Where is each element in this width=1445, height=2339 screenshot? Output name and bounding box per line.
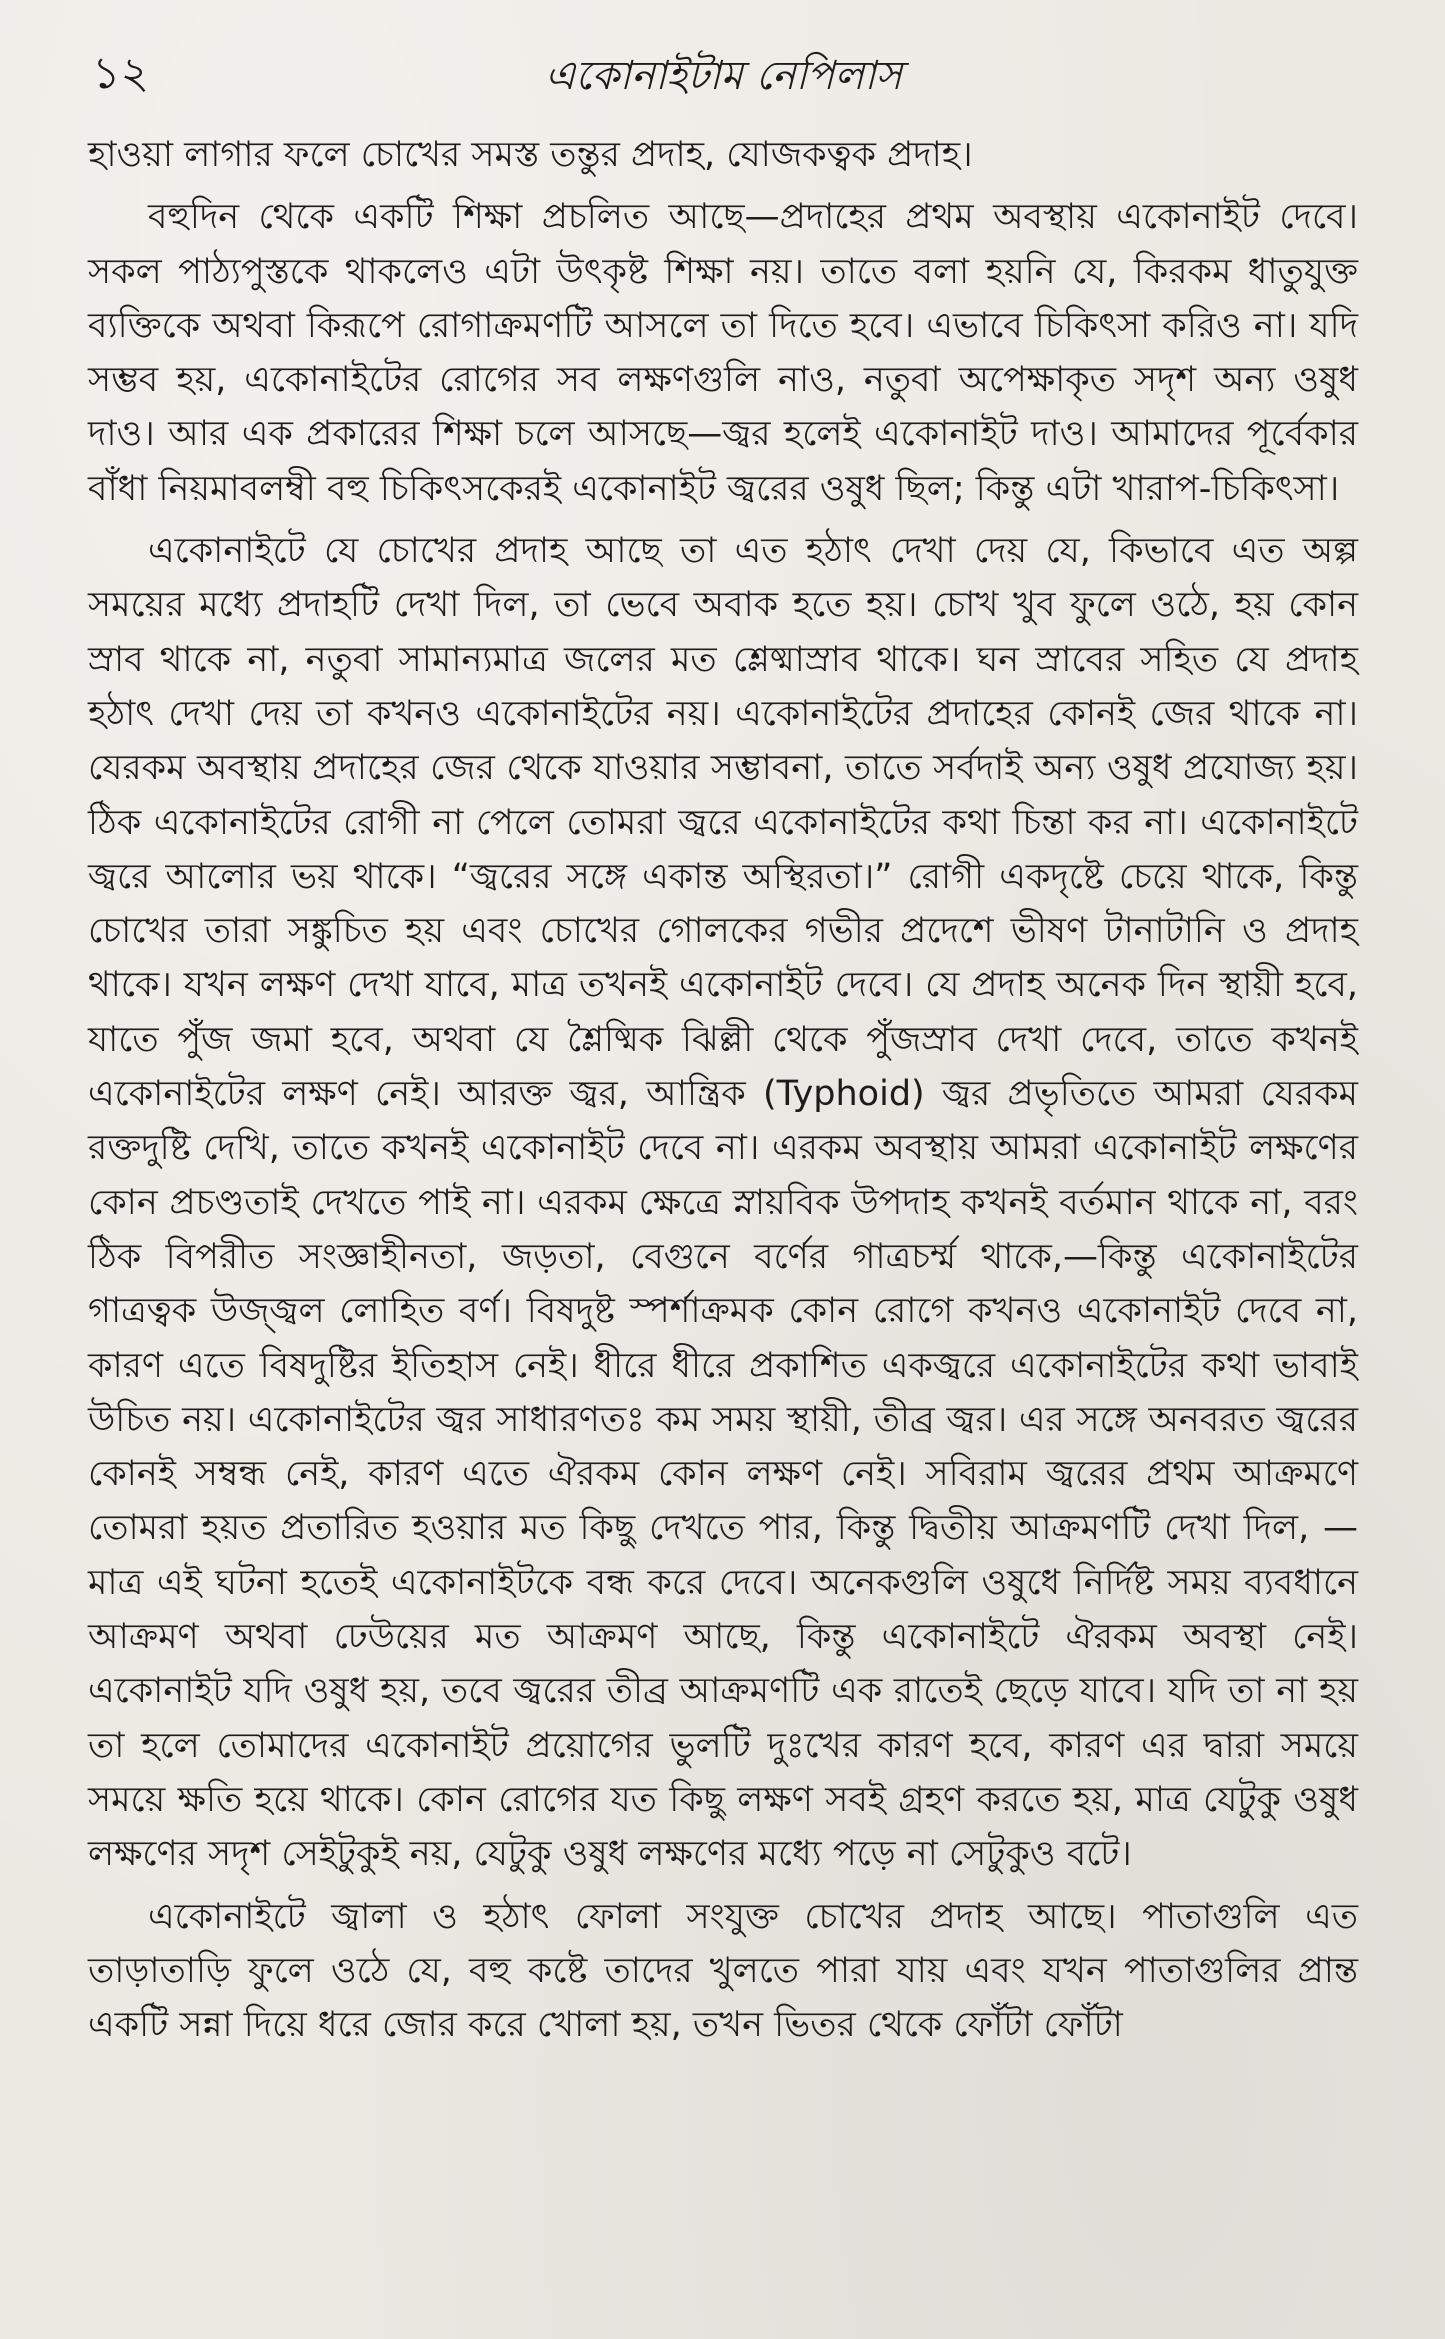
page-number: ১২ [92, 48, 150, 99]
paragraph: বহুদিন থেকে একটি শিক্ষা প্রচলিত আছে—প্রদাহের প্রথম অবস্থায় একোনাইট দেবে। সকল পাঠ্যপুস্তকে থাকলেও এটা উৎকৃষ্ট শিক্ষা নয়। তাতে বলা হয়নি যে, কিরকম ধাতুযুক্ত ব্যক্তিকে অথবা কিরূপে রোগাক্রমণটি আসলে তা দিতে হবে। এভাবে চিকিৎসা করিও না। যদি সম্ভব হয়, একোনাইটের রোগের সব লক্ষণগুলি নাও, নতুবা অপেক্ষাকৃত সদৃশ অন্য ওষুধ দাও। আর এক প্রকারের শিক্ষা চলে আসছে—জ্বর হলেই একোনাইট দাও। আমাদের পূর্বেকার বাঁধা নিয়মাবলম্বী বহু চিকিৎসকেরই একোনাইট জ্বরের ওষুধ ছিল; কিন্তু এটা খারাপ-চিকিৎসা। [88, 197, 1358, 509]
paragraph-continuation: হাওয়া লাগার ফলে চোখের সমস্ত তন্তুর প্রদাহ, যোজকত্বক প্রদাহ। [88, 135, 973, 175]
paragraph: একোনাইটে যে চোখের প্রদাহ আছে তা এত হঠাৎ দেখা দেয় যে, কিভাবে এত অল্প সময়ের মধ্যে প্রদাহটি দেখা দিল, তা ভেবে অবাক হতে হয়। চোখ খুব ফুলে ওঠে, হয় কোন স্রাব থাকে না, নতুবা সামান্যমাত্র জলের মত শ্লেষ্মাস্রাব থাকে। ঘন স্রাবের সহিত যে প্রদাহ হঠাৎ দেখা দেয় তা কখনও একোনাইটের নয়। একোনাইটের প্রদাহের কোনই জের থাকে না। যেরকম অবস্থায় প্রদাহের জের থেকে যাওয়ার সম্ভাবনা, তাতে সর্বদাই অন্য ওষুধ প্রযোজ্য হয়। ঠিক একোনাইটের রোগী না পেলে তোমরা জ্বরে একোনাইটের কথা চিন্তা কর না। একোনাইটে জ্বরে আলোর ভয় থাকে। “জ্বরের সঙ্গে একান্ত অস্থিরতা।” রোগী একদৃষ্টে চেয়ে থাকে, কিন্তু চোখের তারা সঙ্কুচিত হয় এবং চোখের গোলকের গভীর প্রদেশে ভীষণ টানাটানি ও প্রদাহ থাকে। যখন লক্ষণ দেখা যাবে, মাত্র তখনই একোনাইট দেবে। যে প্রদাহ অনেক দিন স্থায়ী হবে, যাতে পুঁজ জমা হবে, অথবা যে শ্লৈষ্মিক ঝিল্লী থেকে পুঁজস্রাব দেখা দেবে, তাতে কখনই একোনাইটের লক্ষণ নেই। আরক্ত জ্বর, আন্ত্রিক (Typhoid) জ্বর প্রভৃতিতে আমরা যেরকম রক্তদুষ্টি দেখি, তাতে কখনই একোনাইট দেবে না। এরকম অবস্থায় আমরা একোনাইট লক্ষণের কোন প্রচণ্ডতাই দেখতে পাই না। এরকম ক্ষেত্রে স্নায়বিক উপদাহ কখনই বর্তমান থাকে না, বরং ঠিক বিপরীত সংজ্ঞাহীনতা, জড়তা, বেগুনে বর্ণের গাত্রচর্ম্ম থাকে,—কিন্তু একোনাইটের গাত্রত্বক উজ্জ্বল লোহিত বর্ণ। বিষদুষ্ট স্পর্শাক্রমক কোন রোগে কখনও একোনাইট দেবে না, কারণ এতে বিষদুষ্টির ইতিহাস নেই। ধীরে ধীরে প্রকাশিত একজ্বরে একোনাইটের কথা ভাবাই উচিত নয়। একোনাইটের জ্বর সাধারণতঃ কম সময় স্থায়ী, তীব্র জ্বর। এর সঙ্গে অনবরত জ্বরের কোনই সম্বন্ধ নেই, কারণ এতে ঐরকম কোন লক্ষণ নেই। সবিরাম জ্বরের প্রথম আক্রমণে তোমরা হয়ত প্রতারিত হওয়ার মত কিছু দেখতে পার, কিন্তু দ্বিতীয় আক্রমণটি দেখা দিল, —মাত্র এই ঘটনা হতেই একোনাইটকে বন্ধ করে দেবে। অনেকগুলি ওষুধে নির্দিষ্ট সময় ব্যবধানে আক্রমণ অথবা ঢেউয়ের মত আক্রমণ আছে, কিন্তু একোনাইটে ঐরকম অবস্থা নেই। একোনাইট যদি ওষুধ হয়, তবে জ্বরের তীব্র আক্রমণটি এক রাতেই ছেড়ে যাবে। যদি তা না হয় তা হলে তোমাদের একোনাইট প্রয়োগের ভুলটি দুঃখের কারণ হবে, কারণ এর দ্বারা সময়ে সময়ে ক্ষতি হয়ে থাকে। কোন রোগের যত কিছু লক্ষণ সবই গ্রহণ করতে হয়, মাত্র যেটুকু ওষুধ লক্ষণের সদৃশ সেইটুকুই নয়, যেটুকু ওষুধ লক্ষণের মধ্যে পড়ে না সেটুকুও বটে। [88, 531, 1358, 1875]
running-head [92, 44, 1355, 114]
running-title: একোনাইটাম নেপিলাস [544, 53, 903, 99]
paragraph: একোনাইটে জ্বালা ও হঠাৎ ফোলা সংযুক্ত চোখের প্রদাহ আছে। পাতাগুলি এত তাড়াতাড়ি ফুলে ওঠে যে, বহু কষ্টে তাদের খুলতে পারা যায় এবং যখন পাতাগুলির প্রান্ত একটি সন্না দিয়ে ধরে জোর করে খোলা হয়, তখন ভিতর থেকে ফোঁটা ফোঁটা [88, 1896, 1358, 2046]
text-body [88, 128, 1358, 2060]
